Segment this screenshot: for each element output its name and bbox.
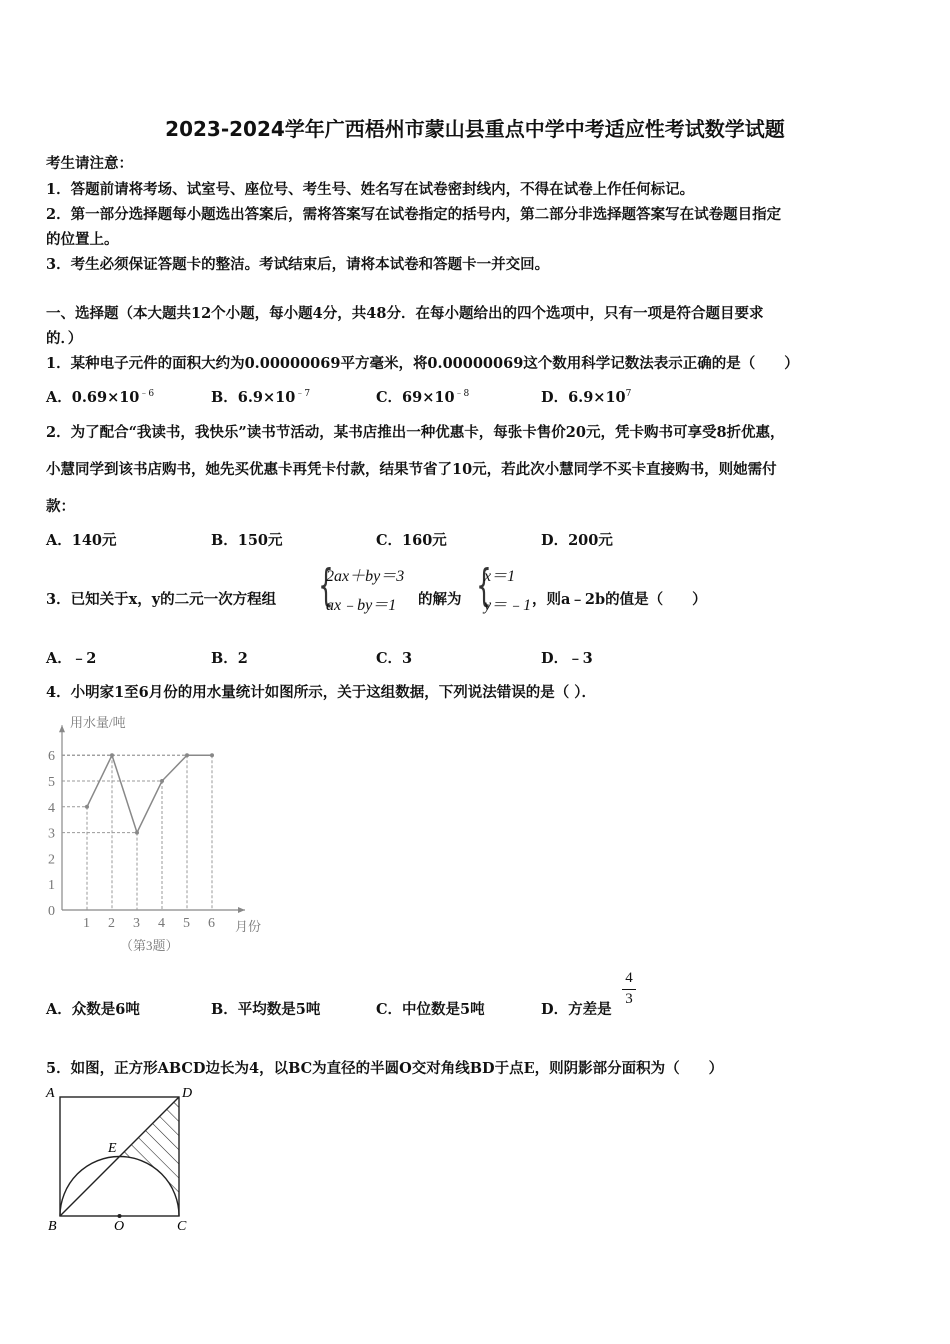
chart-data-point: [85, 805, 89, 809]
notice-item: 3．考生必须保证答题卡的整洁。考试结束后，请将本试卷和答题卡一并交回。: [46, 256, 550, 273]
question-5-stem: 5．如图，正方形ABCD边长为4，以BC为直径的半圆O交对角线BD于点E，则阴影部分面积为（ ）: [46, 1060, 724, 1077]
notice-item: 1．答题前请将考场、试室号、座位号、考生号、姓名写在试卷密封线内，不得在试卷上作任何标记。: [46, 181, 695, 198]
center-point-o: [118, 1214, 122, 1218]
q2-option-a: A．140元: [46, 532, 117, 549]
chart-y-tick-label: 4: [48, 800, 55, 816]
question-3-prefix: 3．已知关于x，y的二元一次方程组: [46, 591, 277, 608]
chart-data-point: [135, 831, 139, 835]
notice-item: 2．第一部分选择题每小题选出答案后，需将答案写在试卷指定的括号内，第二部分非选择题答案写在试卷题目指定: [46, 206, 782, 223]
variance-fraction: [622, 970, 636, 1008]
chart-data-point: [210, 753, 214, 757]
chart-x-tick-label: 4: [158, 916, 165, 931]
q1-option-a: A．$0.69\times 10^{﹣6}$: [46, 389, 155, 406]
fraction-numerator: 4: [625, 970, 633, 986]
chart-caption: （第3题）: [120, 938, 179, 953]
chart-x-tick-label: 3: [133, 916, 140, 931]
label-d: D: [182, 1086, 193, 1101]
chart-data-point: [185, 753, 189, 757]
chart-y-tick-label: 2: [48, 852, 55, 868]
equation-1: 2ax＋by＝3: [326, 568, 405, 585]
chart-y-arrow: [59, 725, 65, 732]
fraction-denominator: 3: [625, 991, 633, 1007]
label-a: A: [46, 1086, 55, 1101]
chart-x-axis-label: 月份: [235, 919, 262, 934]
chart-data-point: [160, 779, 164, 783]
question-3-middle: 的解为: [418, 591, 462, 608]
q2-option-d: D．200元: [541, 532, 613, 549]
q3-option-a: A．﹣2: [46, 650, 97, 667]
chart-x-tick-label: 2: [108, 916, 115, 931]
page-title: 2023-2024学年广西梧州市蒙山县重点中学中考适应性考试数学试题: [165, 117, 785, 141]
section-heading-cont: 的．）: [46, 330, 83, 347]
left-brace-symbol: {: [318, 560, 334, 611]
chart-x-tick-label: 6: [208, 916, 215, 931]
solution-y: y＝﹣1: [484, 597, 532, 614]
chart-ticks: [48, 749, 215, 931]
chart-y-tick-label: 1: [48, 878, 55, 894]
left-brace-symbol: {: [476, 560, 492, 611]
chart-y-tick-label: 3: [48, 826, 55, 842]
question-2-stem: 2．为了配合“我读书，我快乐”读书节活动，某书店推出一种优惠卡，每张卡售价20元，凭卡购书可享受8折优惠，: [46, 424, 785, 441]
notice-item: 的位置上。: [46, 231, 119, 248]
chart-x-tick-label: 5: [183, 916, 190, 931]
chart-y-tick-label: 6: [48, 749, 55, 765]
water-usage-line-chart: [40, 705, 280, 960]
question-1-stem: 1．某种电子元件的面积大约为0.00000069平方毫米，将0.00000069这个数用科学记数法表示正确的是（ ）: [46, 355, 799, 372]
fraction-bar: [622, 989, 636, 990]
q2-option-c: C．160元: [376, 532, 447, 549]
label-b: B: [48, 1219, 57, 1234]
equation-2: ax﹣by＝1: [326, 597, 397, 614]
q1-option-d: D．$6.9\times 10^7$: [541, 389, 632, 406]
section-heading: 一、选择题（本大题共12个小题，每小题4分，共48分．在每小题给出的四个选项中，只有一项是符合题目要求: [46, 305, 764, 322]
q4-option-d: D．方差是: [541, 1001, 612, 1018]
label-c: C: [177, 1219, 187, 1234]
question-3-suffix: ，则a﹣2b的值是（ ）: [532, 591, 707, 608]
chart-x-tick-label: 1: [83, 916, 90, 931]
label-o: O: [114, 1219, 125, 1234]
label-e: E: [108, 1141, 117, 1156]
q3-option-b: B．2: [211, 650, 248, 667]
q2-option-b: B．150元: [211, 532, 283, 549]
chart-data-point: [110, 753, 114, 757]
chart-series-line: [87, 755, 212, 832]
chart-x-arrow: [238, 907, 245, 913]
solution-x: x＝1: [484, 568, 516, 585]
question-2-stem-end: 款：: [46, 498, 75, 515]
chart-y-axis-label: 用水量/吨: [70, 715, 126, 730]
q4-option-b: B．平均数是5吨: [211, 1001, 321, 1018]
q1-option-b: B．$6.9\times 10^{﹣7}$: [211, 389, 311, 406]
chart-y-tick-label: 5: [48, 775, 55, 790]
chart-series: [85, 753, 214, 834]
notice-heading: 考生请注意：: [46, 155, 133, 172]
question-4-stem: 4．小明家1至6月份的用水量统计如图所示，关于这组数据，下列说法错误的是（ ）．: [46, 684, 597, 701]
q4-option-a: A．众数是6吨: [46, 1001, 140, 1018]
q1-option-c: C．$69\times 10^{﹣8}$: [376, 389, 470, 406]
square-semicircle-figure: [40, 1082, 210, 1242]
q3-option-c: C．3: [376, 650, 413, 667]
question-2-stem-cont: 小慧同学到该书店购书，她先买优惠卡再凭卡付款，结果节省了10元，若此次小慧同学不买卡直接购书，则她需付: [46, 461, 777, 478]
q4-option-c: C．中位数是5吨: [376, 1001, 485, 1018]
q3-option-d: D．﹣3: [541, 650, 593, 667]
chart-y-tick-label: 0: [48, 904, 55, 919]
